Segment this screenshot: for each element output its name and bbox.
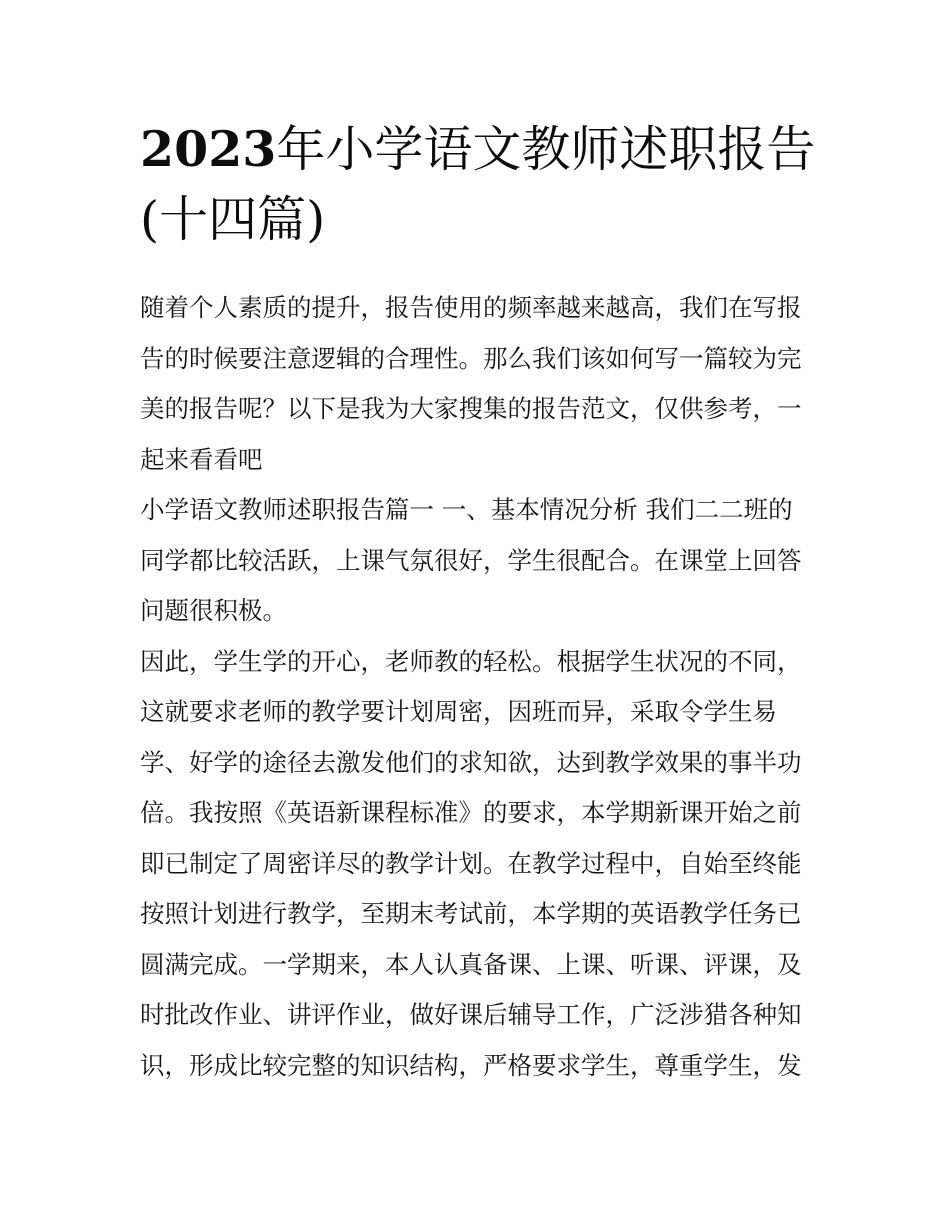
body-line: 时批改作业、讲评作业，做好课后辅导工作，广泛涉猎各种知: [140, 1000, 802, 1029]
body-line: 学、好学的途径去激发他们的求知欲，达到教学效果的事半功: [140, 747, 802, 777]
body-line: 告的时候要注意逻辑的合理性。那么我们该如何写一篇较为完: [140, 343, 802, 373]
body-line: 美的报告呢？以下是我为大家搜集的报告范文，仅供参考，一: [140, 394, 802, 423]
body-line: 起来看看吧: [140, 444, 263, 474]
body-line: 因此，学生学的开心，老师教的轻松。根据学生状况的不同，: [140, 646, 802, 676]
body-line: 识，形成比较完整的知识结构，严格要求学生，尊重学生，发: [140, 1050, 802, 1080]
document-body: [140, 283, 830, 1091]
title-year: 2023: [140, 120, 277, 178]
body-line: 同学都比较活跃，上课气氛很好，学生很配合。在课堂上回答: [140, 545, 802, 575]
body-line: 这就要求老师的教学要计划周密，因班而异，采取令学生易: [140, 697, 777, 726]
body-line: 倍。我按照《英语新课程标准》的要求，本学期新课开始之前: [140, 798, 802, 827]
body-line: 圆满完成。一学期来，本人认真备课、上课、听课、评课，及: [140, 949, 802, 979]
title-text: 年小学语文教师述职报告: [276, 121, 816, 178]
document-title: [140, 114, 820, 255]
title-line-1: [140, 114, 820, 185]
body-line: 随着个人素质的提升，报告使用的频率越来越高，我们在写报: [140, 293, 802, 322]
title-subtitle: (十四篇): [140, 191, 326, 248]
title-line-2: [140, 185, 820, 255]
body-line: 按照计划进行教学，至期末考试前，本学期的英语教学任务已: [140, 899, 802, 928]
body-line: 小学语文教师述职报告篇一 一、基本情况分析 我们二二班的: [140, 495, 793, 524]
body-line: 问题很积极。: [140, 596, 287, 625]
body-line: 即已制定了周密详尽的教学计划。在教学过程中，自始至终能: [140, 848, 802, 878]
